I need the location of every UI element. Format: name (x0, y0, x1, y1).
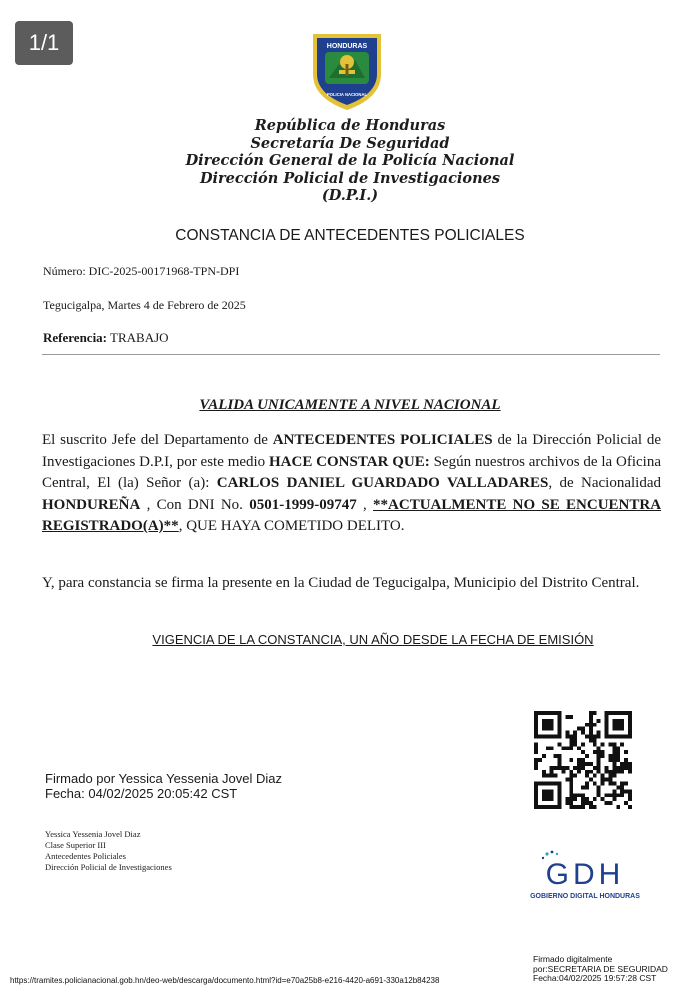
place-date: Tegucigalpa, Martes 4 de Febrero de 2025 (43, 298, 246, 312)
p1-text: de la Dirección Policial de Investigaciones D.P.I, por este medio (42, 432, 662, 470)
signer-department: Antecedentes Policiales (45, 851, 126, 861)
header-line-secretaria: Secretaría De Seguridad (250, 134, 450, 152)
referencia (43, 330, 169, 346)
header-line-republica: República de Honduras (254, 117, 446, 134)
vigencia-note: VIGENCIA DE LA CONSTANCIA, UN AÑO DESDE LA FECHA DE EMISIÓN (152, 632, 594, 647)
numero-label: Número: (43, 264, 86, 278)
signer-division: Dirección Policial de Investigaciones (45, 862, 172, 872)
constancia-paragraph (42, 430, 661, 538)
header-line-direccion-general: Dirección General de la Policía Nacional (185, 152, 515, 169)
gdh-logo-text: GDH (545, 858, 625, 891)
p1-text: , Con DNI No. (146, 496, 243, 513)
document-title: CONSTANCIA DE ANTECEDENTES POLICIALES (175, 227, 525, 244)
header-line-direccion-policial: Dirección Policial de Investigaciones (199, 169, 501, 187)
signer-rank: Clase Superior III (45, 840, 106, 850)
seal-bottom-text: POLICIA NACIONAL (326, 92, 368, 97)
numero-value: DIC-2025-00171968-TPN-DPI (88, 264, 240, 278)
p1-text: , de Nacionalidad (548, 475, 661, 491)
p1-text: , (363, 496, 367, 513)
digital-line-3: Fecha:04/02/2025 19:57:28 CST (533, 973, 657, 983)
hace-constar: HACE CONSTAR QUE: (269, 453, 430, 470)
seal-top-text: HONDURAS (326, 43, 368, 50)
p1-text: Según nuestros archivos de la Oficina Central, El (la) Señor (a): (42, 453, 661, 491)
department-name: ANTECEDENTES POLICIALES (272, 432, 493, 448)
record-status: **ACTUALMENTE NO SE ENCUENTRA REGISTRADO(A)** (42, 496, 662, 534)
validity-heading: VALIDA UNICAMENTE A NIVEL NACIONAL (199, 397, 501, 413)
page-indicator (15, 21, 73, 65)
p1-text: El suscrito Jefe del Departamento de (42, 432, 268, 448)
document-number (43, 264, 239, 279)
p1-text: , QUE HAYA COMETIDO DELITO. (178, 518, 405, 534)
signature-block (45, 771, 282, 801)
document-url[interactable]: https://tramites.policianacional.gob.hn/deo-web/descarga/documento.html?id=e70a25b8-e216-4420-a691-330a12b84238 (10, 976, 440, 985)
digital-signature-stamp (533, 955, 668, 984)
person-name: CARLOS DANIEL GUARDADO VALLADARES (216, 475, 549, 491)
policia-nacional-seal (309, 28, 385, 112)
gdh-label: GOBIERNO DIGITAL HONDURAS (530, 893, 640, 900)
signer-name: Yessica Yessenia Jovel Diaz (45, 829, 141, 839)
signature-date: Fecha: 04/02/2025 20:05:42 CST (45, 786, 238, 801)
header-line-dpi: (D.P.I.) (321, 187, 379, 204)
digital-line-2: por:SECRETARIA DE SEGURIDAD (533, 963, 668, 974)
signer-details (45, 829, 172, 873)
page-indicator-text: 1/1 (28, 30, 60, 55)
digital-line-1: Firmado digitalmente (533, 954, 613, 964)
referencia-label: Referencia: (43, 330, 108, 345)
dni-number: 0501-1999-09747 (249, 496, 357, 513)
firmado-por: Firmado por Yessica Yessenia Jovel Diaz (45, 771, 283, 786)
institution-header (150, 117, 550, 205)
verification-qr-code[interactable] (534, 711, 632, 809)
divider (42, 354, 660, 355)
closing-paragraph: Y, para constancia se firma la presente en la Ciudad de Tegucigalpa, Municipio del Distrito Central. (42, 575, 640, 591)
referencia-value: TRABAJO (110, 330, 169, 345)
nationality: HONDUREÑA (42, 496, 141, 513)
